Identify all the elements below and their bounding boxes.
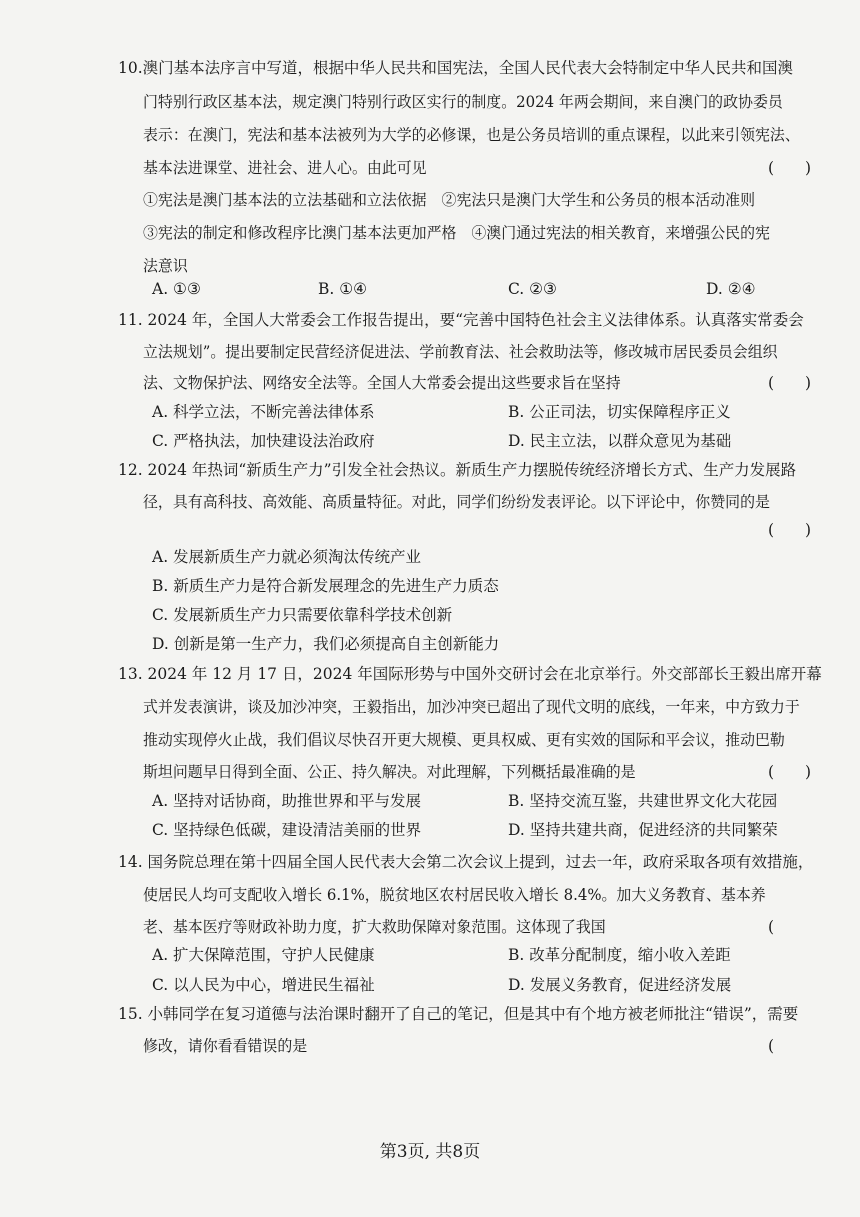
q10-option-a[interactable]: A. ①③ [152,280,201,298]
q13-line-2: 式并发表演讲，谈及加沙冲突，王毅指出，加沙冲突已超出了现代文明的底线，一年来，中方致力于 [143,698,800,716]
page-footer: 第3页, 共8页 [379,1142,481,1162]
q13-option-d[interactable]: D. 坚持共建共商，促进经济的共同繁荣 [508,821,778,839]
q13-line-4: 斯坦问题早日得到全面、公正、持久解决。对此理解，下列概括最准确的是 [143,763,636,781]
q11-line-2: 立法规划”。提出要制定民营经济促进法、学前教育法、社会救助法等，修改城市居民委员会组织 [143,343,778,361]
q10-line-4: 基本法进课堂、进社会、进人心。由此可见 [143,159,427,177]
q14-line-3: 老、基本医疗等财政补助力度，扩大救助保障对象范围。这体现了我国 [143,918,606,936]
q14-option-d[interactable]: D. 发展义务教育，促进经济发展 [508,976,732,994]
q14-line-2: 使居民人均可支配收入增长 6.1%，脱贫地区农村居民收入增长 8.4%。加大义务教育、基本养 [143,886,766,904]
q15-answer-bracket[interactable]: ( [768,1037,775,1055]
q10-line-2: 门特别行政区基本法，规定澳门特别行政区实行的制度。2024 年两会期间，来自澳门的政协委员 [143,93,783,111]
q11-line-1: 11. 2024 年，全国人大常委会工作报告提出，要“完善中国特色社会主义法律体系。认真落实常委会 [118,311,804,329]
q12-option-b[interactable]: B. 新质生产力是符合新发展理念的先进生产力质态 [152,577,499,595]
q11-answer-bracket[interactable]: ( ) [768,374,812,392]
q10-statement-3: 法意识 [143,257,188,275]
q14-option-a[interactable]: A. 扩大保障范围，守护人民健康 [152,946,375,964]
q13-option-c[interactable]: C. 坚持绿色低碳，建设清洁美丽的世界 [152,821,422,839]
q10-line-1: 10.澳门基本法序言中写道，根据中华人民共和国宪法，全国人民代表大会特制定中华人民共和国澳 [118,59,793,77]
q10-option-c[interactable]: C. ②③ [508,280,557,298]
q14-option-c[interactable]: C. 以人民为中心，增进民生福祉 [152,976,375,994]
q13-option-a[interactable]: A. 坚持对话协商，助推世界和平与发展 [152,792,422,810]
q10-statement-1: ①宪法是澳门基本法的立法基础和立法依据 ②宪法只是澳门大学生和公务员的根本活动准则 [143,191,756,209]
q13-line-3: 推动实现停火止战，我们倡议尽快召开更大规模、更具权威、更有实效的国际和平会议，推动巴勒 [143,731,785,749]
q15-line-2: 修改，请你看看错误的是 [143,1037,308,1055]
q11-option-a[interactable]: A. 科学立法，不断完善法律体系 [152,403,375,421]
q11-option-d[interactable]: D. 民主立法，以群众意见为基础 [508,432,732,450]
q12-option-c[interactable]: C. 发展新质生产力只需要依靠科学技术创新 [152,606,453,624]
q10-option-d[interactable]: D. ②④ [706,280,756,298]
q13-answer-bracket[interactable]: ( ) [768,763,812,781]
q12-line-2: 径，具有高科技、高效能、高质量特征。对此，同学们纷纷发表评论。以下评论中，你赞同的是 [143,493,770,511]
q11-option-b[interactable]: B. 公正司法，切实保障程序正义 [508,403,731,421]
q10-answer-bracket[interactable]: ( ) [768,159,812,177]
q14-option-b[interactable]: B. 改革分配制度，缩小收入差距 [508,946,731,964]
q12-line-1: 12. 2024 年热词“新质生产力”引发全社会热议。新质生产力摆脱传统经济增长方式、生产力发展路 [118,461,797,479]
q14-answer-bracket[interactable]: ( [768,918,775,936]
q12-option-a[interactable]: A. 发展新质生产力就必须淘汰传统产业 [152,548,422,566]
q10-statement-2: ③宪法的制定和修改程序比澳门基本法更加严格 ④澳门通过宪法的相关教育，来增强公民的宪 [143,224,770,242]
q12-answer-bracket[interactable]: ( ) [768,521,812,539]
q13-line-1: 13. 2024 年 12 月 17 日，2024 年国际形势与中国外交研讨会在北京举行。外交部部长王毅出席开幕 [118,665,822,683]
q10-line-3: 表示：在澳门，宪法和基本法被列为大学的必修课，也是公务员培训的重点课程，以此来引领宪法、 [143,126,800,144]
q14-line-1: 14. 国务院总理在第十四届全国人民代表大会第二次会议上提到，过去一年，政府采取各项有效措施， [118,853,814,871]
q15-line-1: 15. 小韩同学在复习道德与法治课时翻开了自己的笔记，但是其中有个地方被老师批注“错误”，需要 [118,1005,799,1023]
q11-line-3: 法、文物保护法、网络安全法等。全国人大常委会提出这些要求旨在坚持 [143,374,621,392]
q12-option-d[interactable]: D. 创新是第一生产力，我们必须提高自主创新能力 [152,635,500,653]
q13-option-b[interactable]: B. 坚持交流互鉴，共建世界文化大花园 [508,792,778,810]
q10-option-b[interactable]: B. ①④ [318,280,368,298]
q11-option-c[interactable]: C. 严格执法，加快建设法治政府 [152,432,375,450]
